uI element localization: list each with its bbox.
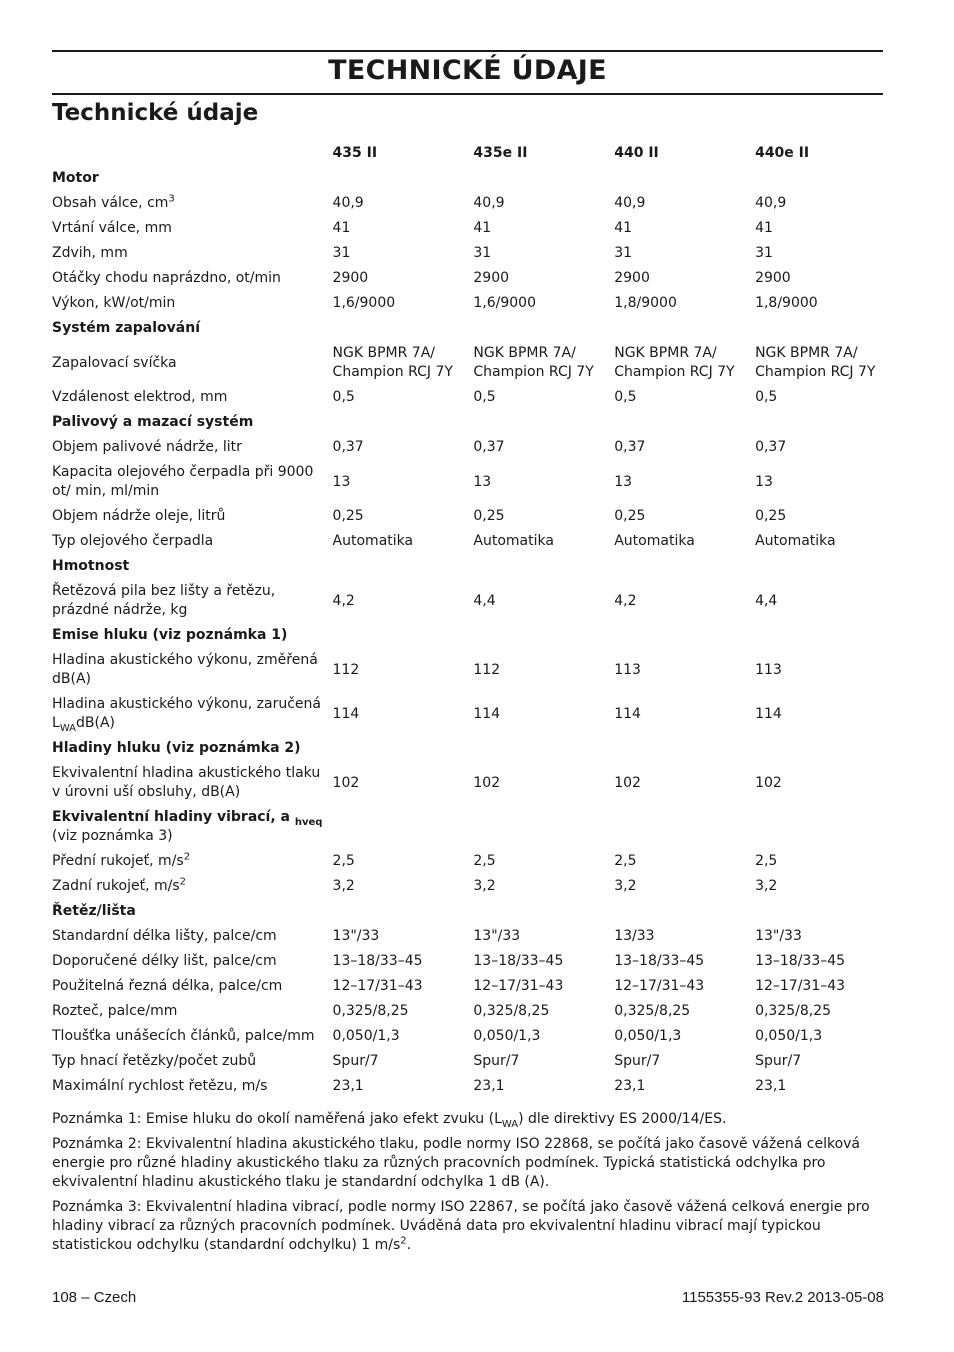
empty-cell — [473, 899, 614, 924]
row-label-text: Obsah válce, cm — [52, 195, 169, 211]
table-row — [52, 385, 883, 410]
page-header-title: TECHNICKÉ ÚDAJE — [328, 55, 607, 86]
row-label — [52, 949, 333, 974]
column-header-row — [52, 141, 883, 166]
value-cell: 23,1 — [473, 1078, 505, 1094]
table-row — [52, 341, 883, 385]
row-label — [52, 692, 333, 736]
value-cell: 2900 — [755, 270, 791, 286]
row-label — [52, 529, 333, 554]
row-label-text: Otáčky chodu naprázdno, ot/min — [52, 270, 281, 286]
note-3-text: Poznámka 3: Ekvivalentní hladina vibrací, podle normy ISO 22867, se počítá jako časově vážená celková energie pro hladiny vibrací za různých pracovních podmínek. Uváděná data pro ekvivalentní hladinu vibrací mají typickou statistickou odchylku (standardní odchylku) 1 m/s — [52, 1199, 870, 1253]
empty-cell — [614, 899, 755, 924]
group-label — [52, 316, 333, 341]
value-cell: 13 — [332, 473, 351, 490]
value-cell: 1,8/9000 — [614, 295, 677, 311]
group-label-text: Ekvivalentní hladiny vibrací, a — [52, 809, 290, 825]
group-row — [52, 623, 883, 648]
table-row — [52, 999, 883, 1024]
empty-cell — [333, 554, 474, 579]
value-cell: Automatika — [473, 533, 554, 549]
row-label-text: Ekvivalentní hladina akustického tlaku v úrovni uší obsluhy, dB(A) — [52, 765, 321, 800]
top-rule — [52, 50, 883, 52]
empty-cell — [614, 410, 755, 435]
table-row — [52, 216, 883, 241]
empty-cell — [473, 554, 614, 579]
note-1-text: Poznámka 1: Emise hluku do okolí naměřená jako efekt zvuku (L — [52, 1111, 502, 1127]
group-label-text: Systém zapalování — [52, 320, 201, 336]
group-label-note: (viz poznámka 3) — [52, 828, 173, 844]
value-cell: 4,2 — [614, 592, 637, 609]
spec-table — [52, 141, 883, 1099]
group-row — [52, 410, 883, 435]
value-cell: 102 — [755, 774, 782, 791]
value-cell: 0,050/1,3 — [755, 1028, 823, 1044]
value-cell: 0,050/1,3 — [473, 1028, 541, 1044]
table-row — [52, 579, 883, 623]
row-label — [52, 460, 333, 504]
value-cell: 2900 — [332, 270, 369, 286]
header-bottom-rule — [52, 93, 883, 95]
value-cell: 3,2 — [755, 878, 778, 894]
value-cell: 112 — [473, 661, 501, 678]
row-label — [52, 191, 333, 216]
value-cell: 0,325/8,25 — [332, 1003, 409, 1019]
value-cell: 40,9 — [332, 195, 364, 211]
empty-cell — [755, 316, 883, 341]
value-cell: 12–17/31–43 — [614, 978, 705, 994]
table-row — [52, 761, 883, 805]
value-cell: 2,5 — [473, 853, 496, 869]
value-cell: 114 — [332, 705, 360, 722]
note-3 — [52, 1198, 887, 1255]
value-cell: Spur/7 — [332, 1053, 379, 1069]
row-label-text: Výkon, kW/ot/min — [52, 295, 176, 311]
value-cell: 2900 — [473, 270, 510, 286]
spec-table-body — [52, 141, 883, 1099]
note-1-subscript: WA — [501, 1118, 519, 1130]
column-header-440: 440 II — [614, 145, 659, 161]
row-label-text: Přední rukojeť, m/s — [52, 853, 184, 869]
value-cell: 0,325/8,25 — [473, 1003, 550, 1019]
row-label — [52, 435, 333, 460]
value-cell: 0,37 — [755, 439, 787, 455]
empty-cell — [614, 166, 755, 191]
value-cell: 3,2 — [473, 878, 496, 894]
empty-cell — [614, 805, 755, 849]
row-label-text: Zadní rukojeť, m/s — [52, 878, 180, 894]
row-label-text: Kapacita olejového čerpadla při 9000 ot/ min, ml/min — [52, 464, 314, 499]
value-cell: 114 — [473, 705, 501, 722]
group-label-text: Emise hluku (viz poznámka 1) — [52, 627, 288, 643]
table-row — [52, 1024, 883, 1049]
value-cell: 102 — [473, 774, 501, 791]
value-cell: 13"/33 — [755, 928, 802, 944]
row-label-symbol: L — [52, 715, 60, 731]
table-row — [52, 924, 883, 949]
value-cell: 13–18/33–45 — [755, 953, 846, 969]
value-cell: NGK BPMR 7A/ Champion RCJ 7Y — [755, 345, 876, 380]
table-row — [52, 849, 883, 874]
footer-page-number: 108 – Czech — [52, 1289, 137, 1306]
value-cell: 0,325/8,25 — [755, 1003, 832, 1019]
row-label-text: Použitelná řezná délka, palce/cm — [52, 978, 283, 994]
column-header-435: 435 II — [332, 145, 378, 161]
table-row — [52, 874, 883, 899]
value-cell: 113 — [614, 661, 641, 678]
row-label-subscript: WA — [59, 722, 76, 734]
row-label-text: Zdvih, mm — [52, 245, 128, 261]
value-cell: 12–17/31–43 — [332, 978, 423, 994]
table-row — [52, 435, 883, 460]
row-label-text: Hladina akustického výkonu, změřená dB(A) — [52, 652, 318, 687]
value-cell: 13 — [755, 473, 773, 490]
row-label — [52, 504, 333, 529]
value-cell: 2,5 — [755, 853, 778, 869]
note-2: Poznámka 2: Ekvivalentní hladina akustického tlaku, podle normy ISO 22868, se počítá jako časově vážená celková energie pro různé hladiny akustického tlaku za různých pracovních podmínek. Typická statistická odchylka pro ekvivalentní hladinu akustického tlaku je standardní odchylka 1 dB (A). — [52, 1136, 861, 1190]
note-1-text-end: ) dle direktivy ES 2000/14/ES. — [518, 1111, 727, 1127]
value-cell: Automatika — [755, 533, 836, 549]
column-header-435e: 435e II — [473, 145, 528, 161]
value-cell: 112 — [332, 661, 360, 678]
empty-cell — [473, 316, 614, 341]
value-cell: 114 — [614, 705, 641, 722]
empty-cell — [755, 166, 883, 191]
value-cell: 2,5 — [614, 853, 637, 869]
group-label — [52, 899, 333, 924]
row-label-text: Standardní délka lišty, palce/cm — [52, 928, 277, 944]
row-label — [52, 849, 333, 874]
group-label-text: Palivový a mazací systém — [52, 414, 254, 430]
value-cell: 41 — [332, 220, 351, 236]
group-label-text: Hladiny hluku (viz poznámka 2) — [52, 740, 301, 756]
row-label — [52, 385, 333, 410]
value-cell: 41 — [614, 220, 633, 236]
value-cell: 0,325/8,25 — [614, 1003, 691, 1019]
note-3-text-end: . — [406, 1237, 412, 1253]
value-cell: 13–18/33–45 — [473, 953, 564, 969]
group-label — [52, 805, 333, 849]
group-row — [52, 166, 883, 191]
value-cell: 4,2 — [332, 592, 355, 609]
value-cell: 0,25 — [332, 508, 364, 524]
row-label — [52, 579, 333, 623]
empty-cell — [614, 554, 755, 579]
group-row — [52, 736, 883, 761]
value-cell: 2,5 — [332, 853, 355, 869]
row-label — [52, 974, 333, 999]
empty-cell — [473, 166, 614, 191]
table-row — [52, 291, 883, 316]
value-cell: 12–17/31–43 — [473, 978, 564, 994]
value-cell: 12–17/31–43 — [755, 978, 846, 994]
value-cell: 0,5 — [332, 389, 355, 405]
value-cell: 2900 — [614, 270, 650, 286]
table-row — [52, 241, 883, 266]
row-label — [52, 241, 333, 266]
value-cell: 13 — [614, 473, 633, 490]
value-cell: 41 — [473, 220, 492, 236]
empty-cell — [755, 410, 883, 435]
row-label-text: Doporučené délky lišt, palce/cm — [52, 953, 277, 969]
row-label-text: Typ hnací řetězky/počet zubů — [52, 1053, 257, 1069]
row-label-text: Řetězová pila bez lišty a řetězu, prázdné nádrže, kg — [52, 583, 276, 618]
group-label — [52, 166, 333, 191]
empty-cell — [333, 899, 474, 924]
value-cell: 23,1 — [332, 1078, 364, 1094]
group-row — [52, 554, 883, 579]
note-3-superscript: 2 — [400, 1235, 407, 1247]
notes — [52, 1110, 887, 1261]
value-cell: 13–18/33–45 — [614, 953, 705, 969]
table-row — [52, 949, 883, 974]
value-cell: 0,5 — [614, 389, 637, 405]
value-cell: 4,4 — [755, 592, 778, 609]
value-cell: 0,25 — [473, 508, 505, 524]
table-row — [52, 266, 883, 291]
value-cell: 13/33 — [614, 928, 655, 944]
value-cell: Automatika — [614, 533, 695, 549]
row-label — [52, 761, 333, 805]
value-cell: NGK BPMR 7A/ Champion RCJ 7Y — [332, 345, 453, 380]
table-row — [52, 504, 883, 529]
empty-cell — [473, 623, 614, 648]
value-cell: 3,2 — [614, 878, 637, 894]
empty-cell — [333, 316, 474, 341]
empty-cell — [755, 554, 883, 579]
group-label — [52, 410, 333, 435]
value-cell: 3,2 — [332, 878, 355, 894]
row-label — [52, 1049, 333, 1074]
value-cell: 113 — [755, 661, 782, 678]
value-cell: 0,050/1,3 — [332, 1028, 400, 1044]
value-cell: 0,37 — [473, 439, 505, 455]
row-label — [52, 1024, 333, 1049]
group-label-text: Řetěz/lišta — [52, 903, 136, 919]
empty-cell — [333, 623, 474, 648]
value-cell: 1,8/9000 — [755, 295, 818, 311]
row-label-text: Rozteč, palce/mm — [52, 1003, 178, 1019]
table-row — [52, 460, 883, 504]
value-cell: Automatika — [332, 533, 414, 549]
value-cell: Spur/7 — [614, 1053, 661, 1069]
row-label-superscript: 2 — [183, 851, 191, 863]
empty-cell — [473, 805, 614, 849]
value-cell: 13"/33 — [473, 928, 521, 944]
value-cell: 40,9 — [473, 195, 505, 211]
value-cell: 0,050/1,3 — [614, 1028, 682, 1044]
group-label — [52, 554, 333, 579]
value-cell: 40,9 — [614, 195, 646, 211]
table-row — [52, 1074, 883, 1099]
value-cell: 13–18/33–45 — [332, 953, 423, 969]
row-label-text: Vrtání válce, mm — [52, 220, 172, 236]
empty-cell — [333, 805, 474, 849]
row-label — [52, 648, 333, 692]
row-label-text: Zapalovací svíčka — [52, 354, 177, 371]
row-label-superscript: 2 — [179, 876, 186, 888]
value-cell: 13"/33 — [332, 928, 380, 944]
empty-cell — [755, 805, 883, 849]
group-row — [52, 316, 883, 341]
value-cell: 102 — [332, 774, 360, 791]
group-label — [52, 736, 333, 761]
row-label-text: Hladina akustického výkonu, zaručená — [52, 696, 321, 712]
row-label-text: Objem nádrže oleje, litrů — [52, 508, 226, 524]
value-cell: 1,6/9000 — [332, 295, 396, 311]
value-cell: Spur/7 — [473, 1053, 520, 1069]
row-label — [52, 291, 333, 316]
row-label — [52, 924, 333, 949]
group-label-text: Hmotnost — [52, 558, 130, 574]
section-title: Technické údaje — [52, 100, 259, 126]
value-cell: 31 — [332, 245, 351, 261]
row-label — [52, 999, 333, 1024]
note-1 — [52, 1110, 887, 1129]
row-label-superscript: 3 — [168, 193, 175, 205]
row-label — [52, 874, 333, 899]
value-cell: 31 — [755, 245, 773, 261]
footer-document-id: 1155355-93 Rev.2 2013-05-08 — [681, 1289, 884, 1306]
value-cell: 0,37 — [614, 439, 646, 455]
table-row — [52, 692, 883, 736]
group-label-subscript: hveq — [294, 816, 323, 828]
value-cell: 0,25 — [755, 508, 787, 524]
row-label-text: Vzdálenost elektrod, mm — [52, 389, 228, 405]
value-cell: NGK BPMR 7A/ Champion RCJ 7Y — [614, 345, 735, 380]
empty-cell — [755, 736, 883, 761]
empty-cell — [473, 410, 614, 435]
row-label-text: Objem palivové nádrže, litr — [52, 439, 242, 455]
value-cell: 0,25 — [614, 508, 646, 524]
table-row — [52, 191, 883, 216]
row-label-text: Typ olejového čerpadla — [52, 533, 214, 549]
value-cell: 114 — [755, 705, 782, 722]
row-label — [52, 1074, 333, 1099]
value-cell: 40,9 — [755, 195, 787, 211]
value-cell: 0,5 — [473, 389, 496, 405]
row-label — [52, 216, 333, 241]
empty-cell — [614, 316, 755, 341]
empty-cell — [473, 736, 614, 761]
empty-cell — [333, 410, 474, 435]
empty-cell — [333, 736, 474, 761]
value-cell: 31 — [614, 245, 633, 261]
row-label — [52, 266, 333, 291]
group-row — [52, 899, 883, 924]
table-row — [52, 1049, 883, 1074]
value-cell: 13 — [473, 473, 492, 490]
value-cell: 0,37 — [332, 439, 364, 455]
column-header-empty — [52, 141, 333, 166]
value-cell: 31 — [473, 245, 492, 261]
column-header-440e: 440e II — [755, 145, 810, 161]
empty-cell — [755, 899, 883, 924]
value-cell: 4,4 — [473, 592, 496, 609]
empty-cell — [333, 166, 474, 191]
row-label-unit: dB(A) — [76, 715, 115, 731]
empty-cell — [614, 623, 755, 648]
empty-cell — [755, 623, 883, 648]
value-cell: 0,5 — [755, 389, 778, 405]
row-label-text: Maximální rychlost řetězu, m/s — [52, 1078, 268, 1094]
row-label — [52, 341, 333, 385]
table-row — [52, 648, 883, 692]
group-label — [52, 623, 333, 648]
group-row — [52, 805, 883, 849]
value-cell: NGK BPMR 7A/ Champion RCJ 7Y — [473, 345, 594, 380]
value-cell: 23,1 — [614, 1078, 646, 1094]
table-row — [52, 529, 883, 554]
row-label-text: Tloušťka unášecích článků, palce/mm — [52, 1028, 315, 1044]
value-cell: Spur/7 — [755, 1053, 802, 1069]
value-cell: 1,6/9000 — [473, 295, 537, 311]
empty-cell — [614, 736, 755, 761]
value-cell: 23,1 — [755, 1078, 787, 1094]
value-cell: 102 — [614, 774, 641, 791]
table-row — [52, 974, 883, 999]
value-cell: 41 — [755, 220, 773, 236]
group-label-text: Motor — [52, 170, 99, 186]
